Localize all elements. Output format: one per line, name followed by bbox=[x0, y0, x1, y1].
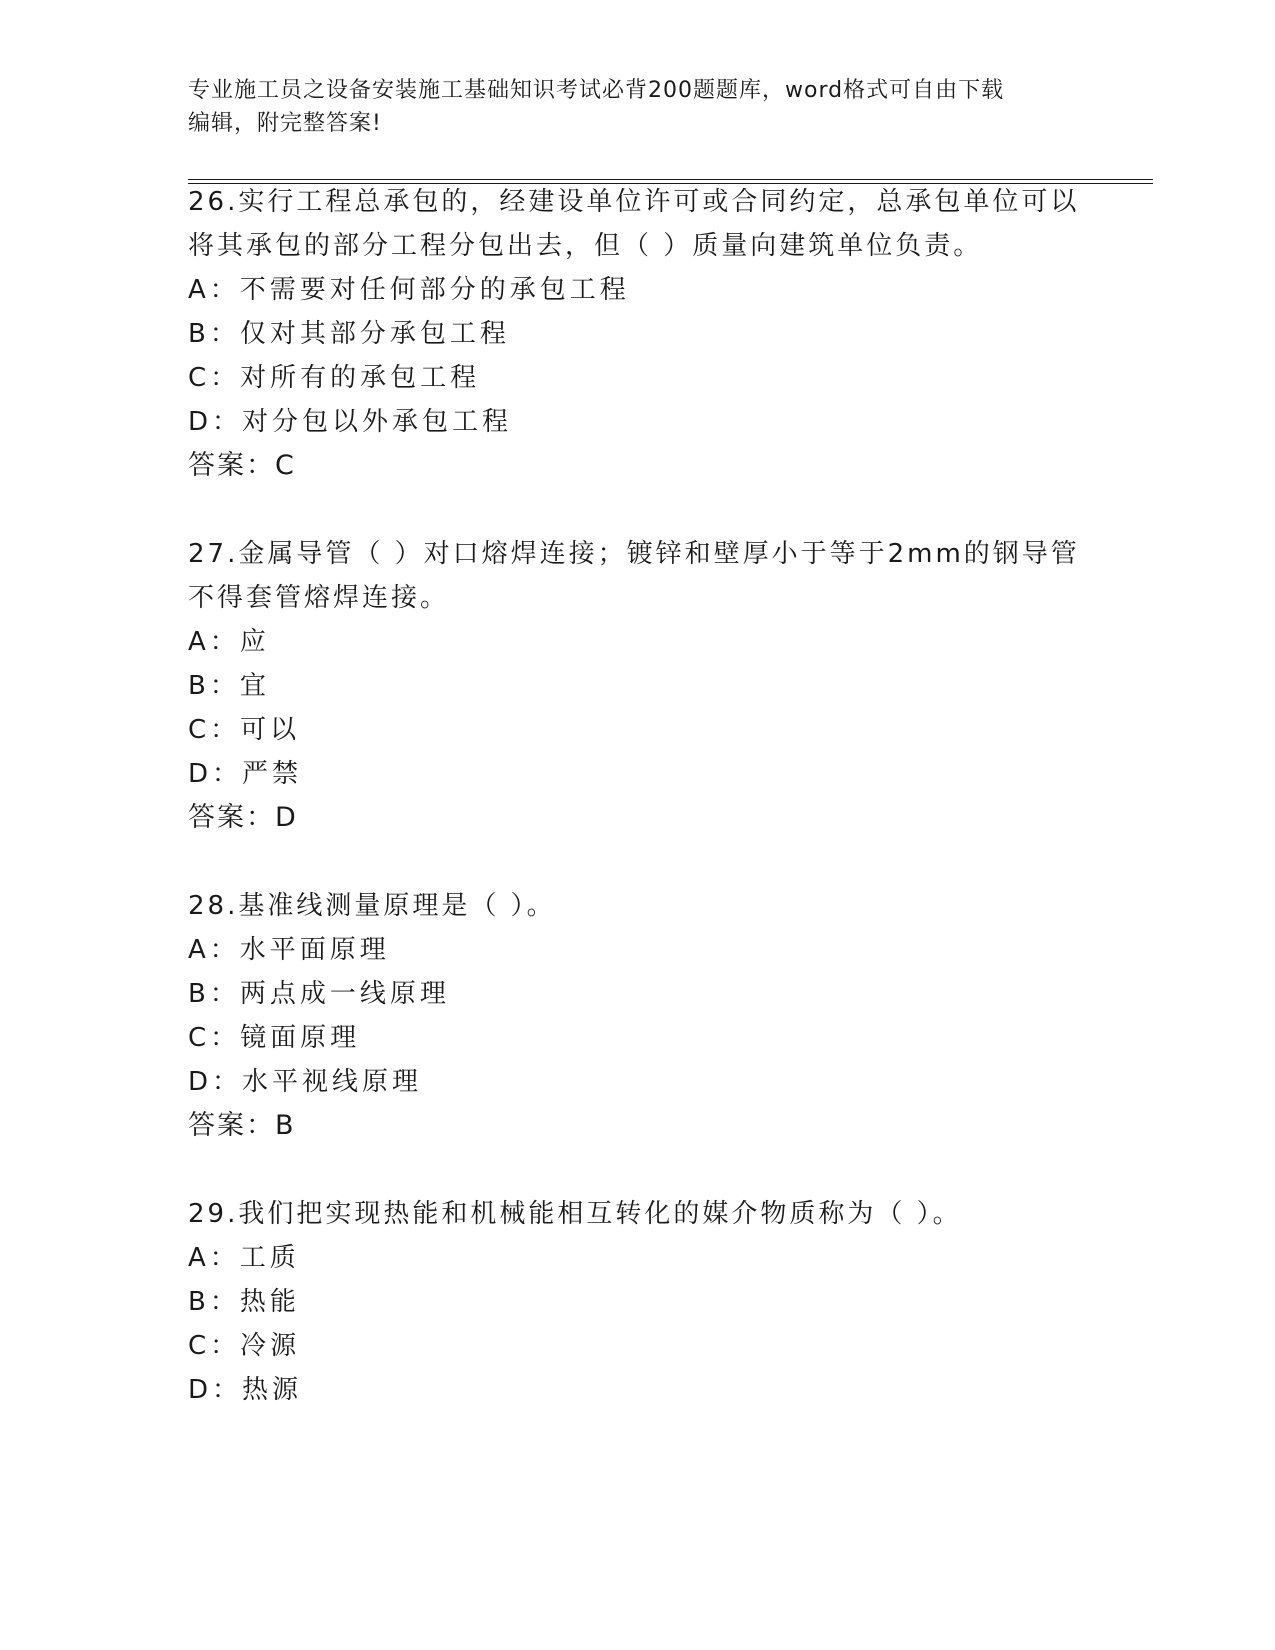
question-29-option-b: B：热能 bbox=[188, 1287, 300, 1317]
question-28-answer: 答案：B bbox=[188, 1110, 296, 1141]
question-28-stem-line-1: 28.基准线测量原理是（ ）。 bbox=[188, 891, 556, 921]
header-divider-top bbox=[188, 179, 1153, 180]
question-26-option-d: D：对分包以外承包工程 bbox=[188, 407, 513, 437]
question-27-option-b: B：宜 bbox=[188, 671, 270, 701]
question-29-option-a: A：工质 bbox=[188, 1243, 300, 1273]
header-line-2: 编辑，附完整答案! bbox=[188, 111, 382, 136]
question-29-option-c: C：冷源 bbox=[188, 1331, 301, 1361]
question-27-option-c: C：可以 bbox=[188, 715, 301, 745]
question-27-answer: 答案：D bbox=[188, 802, 298, 833]
question-26-option-c: C：对所有的承包工程 bbox=[188, 363, 481, 393]
question-28-option-d: D：水平视线原理 bbox=[188, 1067, 423, 1097]
question-29-stem-line-1: 29.我们把实现热能和机械能相互转化的媒介物质称为（ ）。 bbox=[188, 1199, 962, 1229]
document-header bbox=[188, 74, 1068, 140]
question-29-option-d: D：热源 bbox=[188, 1375, 303, 1405]
question-27-stem-line-1: 27.金属导管（ ）对口熔焊连接；镀锌和壁厚小于等于2mm的钢导管 bbox=[188, 539, 1080, 569]
question-26-stem-line-1: 26.实行工程总承包的，经建设单位许可或合同约定，总承包单位可以 bbox=[188, 187, 1080, 217]
question-28-option-a: A：水平面原理 bbox=[188, 935, 390, 965]
question-27-option-a: A：应 bbox=[188, 627, 270, 657]
question-26-option-a: A：不需要对任何部分的承包工程 bbox=[188, 275, 630, 305]
question-28-option-b: B：两点成一线原理 bbox=[188, 979, 450, 1009]
question-26-option-b: B：仅对其部分承包工程 bbox=[188, 319, 510, 349]
question-26-answer: 答案：C bbox=[188, 450, 296, 481]
question-26-stem-line-2: 将其承包的部分工程分包出去，但（ ）质量向建筑单位负责。 bbox=[188, 231, 983, 261]
question-28-option-c: C：镜面原理 bbox=[188, 1023, 361, 1053]
question-27-stem-line-2: 不得套管熔焊连接。 bbox=[188, 583, 450, 613]
question-27-option-d: D：严禁 bbox=[188, 759, 303, 789]
header-line-1: 专业施工员之设备安装施工基础知识考试必背200题题库，word格式可自由下载 bbox=[188, 78, 1005, 103]
